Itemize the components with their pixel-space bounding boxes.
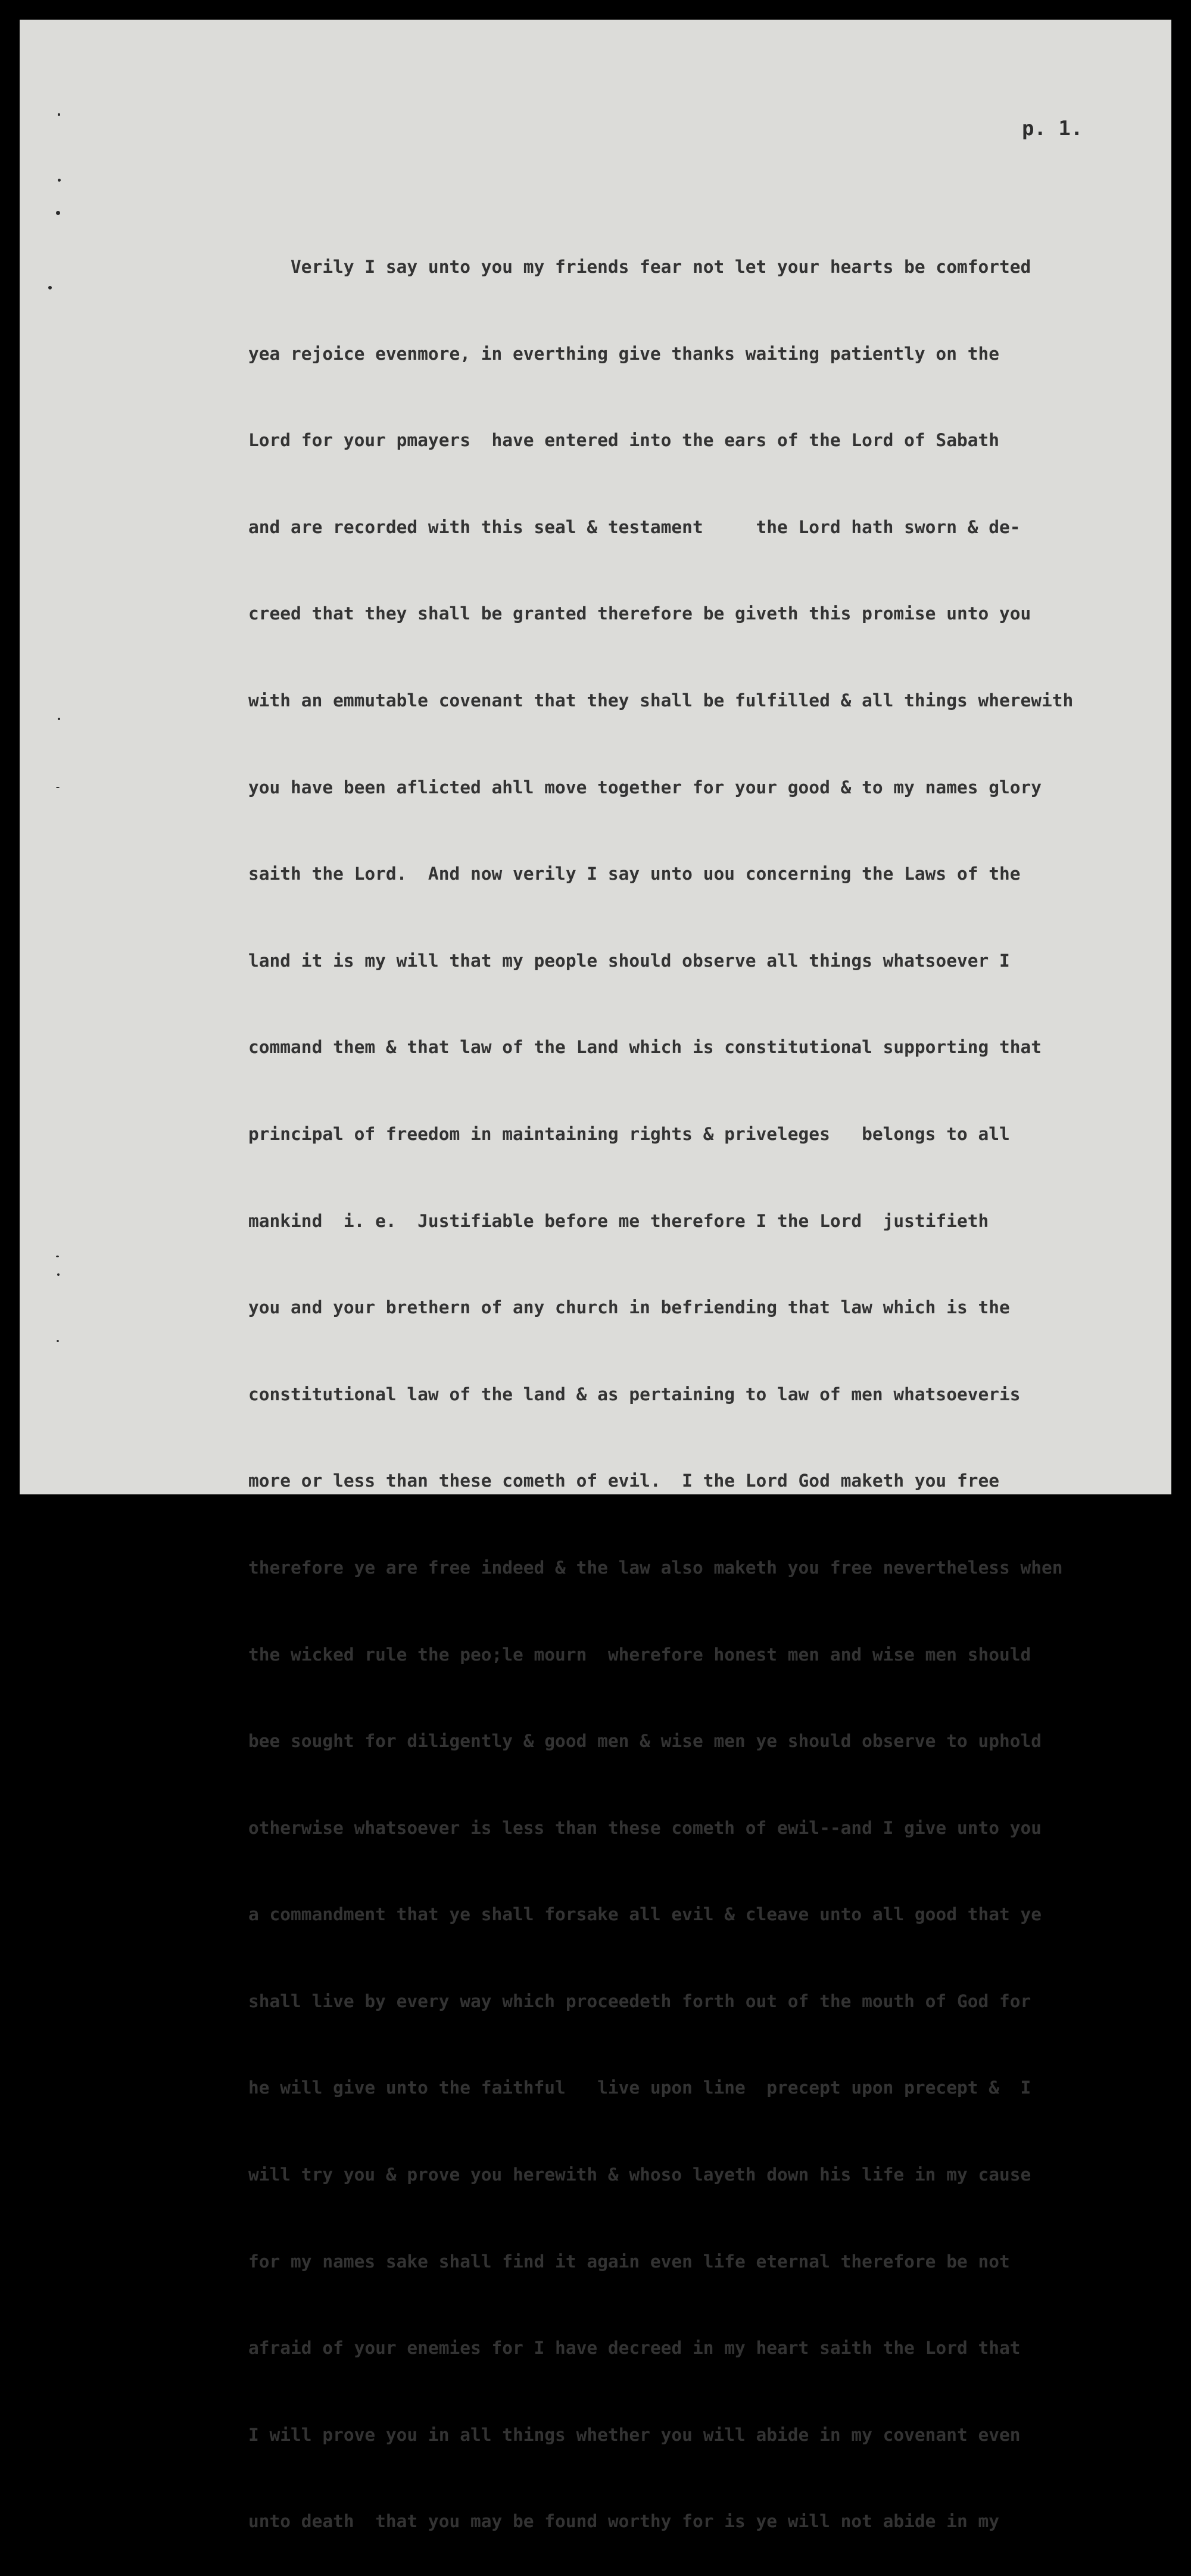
- text-line: afraid of your enemies for I have decreed in my heart saith the Lord that: [248, 2338, 1021, 2359]
- text-line: yea rejoice evenmore, in everthing give thanks waiting patiently on the: [248, 343, 999, 364]
- margin-speck: [48, 286, 52, 289]
- text-line: Verily I say unto you my friends fear not let your hearts be comforted: [248, 257, 1031, 277]
- text-line: more or less than these cometh of evil. I the Lord God maketh you free: [248, 1471, 999, 1491]
- text-line: a commandment that ye shall forsake all evil & cleave unto all good that ye: [248, 1904, 1042, 1925]
- text-line: therefore ye are free indeed & the law also maketh you free nevertheless when: [248, 1557, 1063, 1578]
- margin-speck: [58, 113, 60, 116]
- page-number: p. 1.: [1022, 117, 1083, 141]
- text-line: and are recorded with this seal & testament the Lord hath sworn & de-: [248, 516, 1021, 537]
- text-line: saith the Lord. And now verily I say unto uou concerning the Laws of the: [248, 864, 1021, 884]
- text-line: shall live by every way which proceedeth forth out of the mouth of God for: [248, 1991, 1031, 2011]
- margin-speck: [57, 1340, 59, 1342]
- margin-speck: [56, 1256, 59, 1257]
- margin-speck: [56, 787, 60, 788]
- text-line: he will give unto the faithful live upon line precept upon precept & I: [248, 2077, 1031, 2098]
- text-line: principal of freedom in maintaining rights & priveleges belongs to all: [248, 1123, 1010, 1144]
- margin-speck: [56, 211, 60, 215]
- text-line: command them & that law of the Land which is constitutional supporting that: [248, 1037, 1042, 1058]
- text-line: unto death that you may be found worthy for is ye will not abide in my: [248, 2511, 999, 2532]
- text-line: bee sought for diligently & good men & wise men ye should observe to uphold: [248, 1731, 1042, 1752]
- text-line: the wicked rule the peo;le mourn wherefore honest men and wise men should: [248, 1644, 1031, 1665]
- margin-speck: [58, 718, 60, 720]
- text-line: for my names sake shall find it again even life eternal therefore be not: [248, 2251, 1010, 2272]
- typed-text-body: [248, 214, 1177, 2576]
- text-line: constitutional law of the land & as pertaining to law of men whatsoeveris: [248, 1384, 1021, 1404]
- margin-speck: [57, 1273, 60, 1276]
- text-line: Lord for your pmayers have entered into the ears of the Lord of Sabath: [248, 430, 999, 451]
- text-line: you and your brethern of any church in befriending that law which is the: [248, 1297, 1010, 1318]
- text-line: land it is my will that my people should observe all things whatsoever I: [248, 950, 1010, 971]
- text-line: will try you & prove you herewith & whoso layeth down his life in my cause: [248, 2164, 1031, 2185]
- text-line: I will prove you in all things whether you will abide in my covenant even: [248, 2424, 1021, 2445]
- text-line: creed that they shall be granted therefore be giveth this promise unto you: [248, 603, 1031, 624]
- margin-speck: [58, 179, 61, 182]
- text-line: with an emmutable covenant that they shall be fulfilled & all things wherewith: [248, 690, 1074, 711]
- text-line: you have been aflicted ahll move together for your good & to my names glory: [248, 777, 1042, 798]
- text-line: mankind i. e. Justifiable before me therefore I the Lord justifieth: [248, 1210, 989, 1231]
- text-line: otherwise whatsoever is less than these cometh of ewil--and I give unto you: [248, 1817, 1042, 1838]
